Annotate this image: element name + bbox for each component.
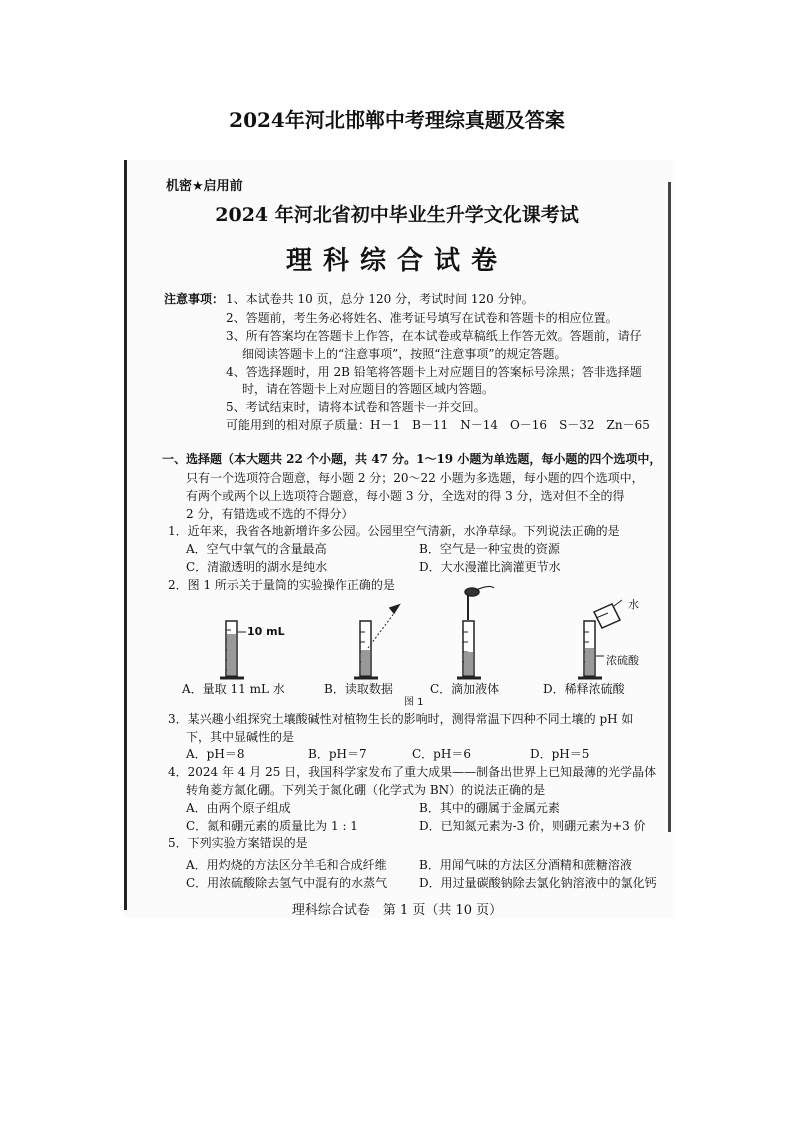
q2-option-c: C．滴加液体 [430,682,500,696]
q2-stem: 2．图 1 所示关于量筒的实验操作正确的是 [168,578,395,592]
q4-option-b: B．其中的硼属于金属元素 [419,801,560,815]
q3-option-c: C．pH＝6 [412,747,471,761]
q4-stem-1: 4．2024 年 4 月 25 日，我国科学家发布了重大成果——制备出世界上已知最薄的光学晶体 [168,765,657,779]
q5-option-c: C．用浓硫酸除去氢气中混有的水蒸气 [186,876,388,890]
figure-1-caption: 图 1 [404,697,424,708]
q4-option-d: D．已知氮元素为-3 价，则硼元素为+3 价 [419,819,646,833]
secret-label: 机密★启用前 [166,179,243,194]
q2-option-a: A．量取 11 mL 水 [182,682,285,696]
q1-stem: 1．近年来，我省各地新增许多公园。公园里空气清新，水净草绿。下列说法正确的是 [168,524,620,538]
label-water: 水 [628,598,639,611]
cylinder-a-icon [220,621,246,678]
note-5: 5、考试结束时，请将本试卷和答题卡一并交回。 [226,400,486,414]
q3-stem-1: 3．某兴趣小组探究土壤酸碱性对植物生长的影响时，测得常温下四种不同土壤的 pH 如 [168,712,634,726]
atomic-masses: 可能用到的相对原子质量：H－1 B－11 N－14 O－16 S－32 Zn－65 [226,418,650,432]
cylinder-b-icon [354,605,399,678]
section1-line4: 2 分，有错选或不选的不得分） [186,507,354,521]
q1-option-b: B．空气是一种宝贵的资源 [419,542,560,556]
q2-option-d: D．稀释浓硫酸 [543,682,625,696]
page-footer: 理科综合试卷 第 1 页（共 10 页） [291,903,503,918]
cylinder-c-icon [457,586,494,678]
q2-option-b: B．读取数据 [324,682,393,696]
q5-stem: 5．下列实验方案错误的是 [168,836,308,850]
label-10ml: 10 mL [247,625,285,638]
note-4-cont: 时，请在答题卡上对应题目的答题区域内答题。 [242,382,495,396]
note-1: 1、本试卷共 10 页，总分 120 分，考试时间 120 分钟。 [226,292,534,306]
q1-option-d: D．大水漫灌比滴灌更节水 [419,560,561,574]
q1-option-a: A．空气中氧气的含量最高 [186,542,327,556]
label-acid: 浓硫酸 [606,654,639,667]
q4-option-a: A．由两个原子组成 [186,801,291,815]
section1-line2: 只有一个选项符合题意，每小题 2 分；20～22 小题为多选题，每小题的四个选项中， [186,471,644,485]
note-3: 3、所有答案均在答题卡上作答，在本试卷或草稿纸上作答无效。答题前，请仔 [226,329,642,343]
q1-option-c: C．清澈透明的湖水是纯水 [186,560,328,574]
note-3-cont: 细阅读答题卡上的“注意事项”，按照“注意事项”的规定答题。 [242,347,567,361]
exam-title: 2024 年河北省初中毕业生升学文化课考试 [215,204,579,226]
q3-option-d: D．pH＝5 [530,747,590,761]
q5-option-a: A．用灼烧的方法区分羊毛和合成纤维 [186,858,387,872]
q3-option-a: A．pH＝8 [186,747,245,761]
q3-option-b: B．pH＝7 [308,747,367,761]
note-4: 4、答选择题时，用 2B 铅笔将答题卡上对应题目的答案标号涂黑；答非选择题 [226,365,642,379]
notes-label: 注意事项： [164,292,225,306]
q3-stem-2: 下，其中显碱性的是 [186,730,295,744]
section1-line3: 有两个或两个以上选项符合题意，每小题 3 分，全选对的得 3 分，选对但不全的得 [186,489,625,503]
q4-stem-2: 转角菱方氮化硼。下列关于氮化硼（化学式为 BN）的说法正确的是 [186,783,546,797]
q5-option-b: B．用闻气味的方法区分酒精和蔗糖溶液 [419,858,632,872]
document-title: 2024年河北邯郸中考理综真题及答案 [229,108,565,132]
q5-option-d: D．用过量碳酸钠除去氯化钠溶液中的氯化钙 [419,876,657,890]
section1-line1: 一、选择题（本大题共 22 个小题，共 47 分。1～19 小题为单选题，每小题的四个选项中， [162,452,662,466]
q4-option-c: C．氮和硼元素的质量比为 1 : 1 [186,819,358,833]
paper-title: 理科综合试卷 [285,246,508,276]
note-2: 2、答题前，考生务必将姓名、准考证号填写在试卷和答题卡的相应位置。 [226,311,618,325]
